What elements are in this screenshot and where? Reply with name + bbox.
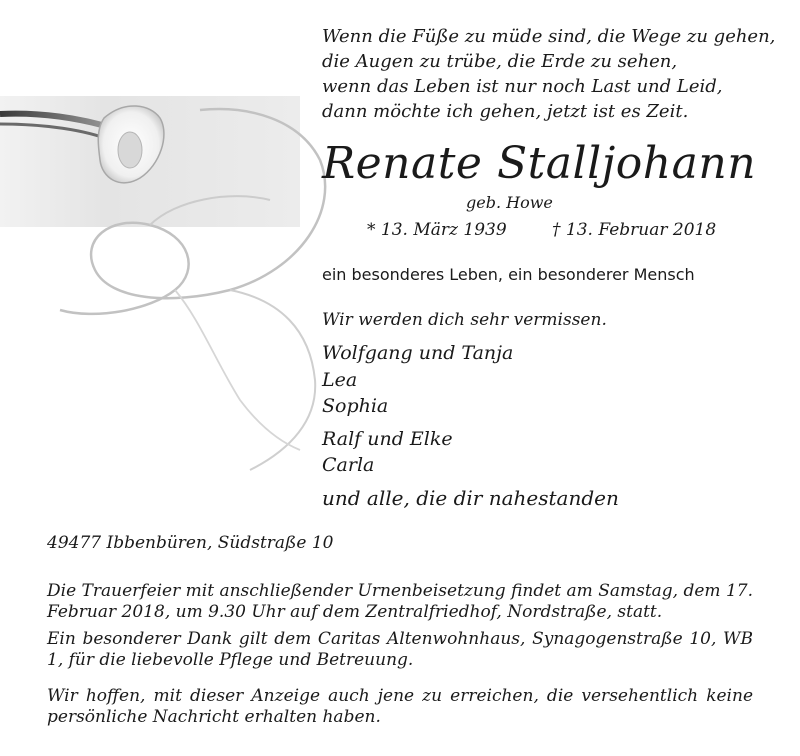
thanks-notice: Ein besonderer Dank gilt dem Caritas Altenwohnhaus, Synagogenstraße 10, WB 1, für die liebevolle Pflege und Betreuung. (47, 629, 753, 670)
mourner-name: Lea (322, 368, 358, 391)
birth-date: * 13. März 1939 (367, 220, 507, 240)
poem-verse (322, 24, 775, 124)
mourners-closing: und alle, die dir nahestanden (322, 485, 619, 510)
poem-line: die Augen zu trübe, die Erde zu sehen, (322, 51, 678, 72)
mourner-name: Sophia (322, 395, 389, 417)
poem-line: dann möchte ich gehen, jetzt ist es Zeit. (322, 101, 689, 122)
poem-line: wenn das Leben ist nur noch Last und Leid, (322, 76, 723, 97)
deceased-name: Renate Stalljohann (322, 138, 757, 189)
mourner-name: Wolfgang und Tanja (322, 342, 514, 364)
death-date: † 13. Februar 2018 (552, 220, 717, 240)
poem-line: Wenn die Füße zu müde sind, die Wege zu gehen, (322, 26, 776, 47)
mourner-name: Ralf und Elke (322, 427, 453, 450)
motto-line: ein besonderes Leben, ein besonderer Mensch (322, 265, 695, 284)
family-address: 49477 Ibbenbüren, Südstraße 10 (47, 533, 334, 553)
mourners-list (322, 340, 619, 511)
funeral-notice: Die Trauerfeier mit anschließender Urnenbeisetzung findet am Samstag, dem 17. Februar 2018, um 9.30 Uhr auf dem Zentralfriedhof, Nordstraße, statt. (47, 581, 753, 622)
mourner-name: Carla (322, 454, 375, 476)
birth-name: geb. Howe (466, 193, 553, 212)
apology-notice: Wir hoffen, mit dieser Anzeige auch jene zu erreichen, die versehentlich keine persönliche Nachricht erhalten haben. (47, 686, 753, 727)
farewell-line: Wir werden dich sehr vermissen. (322, 310, 607, 330)
